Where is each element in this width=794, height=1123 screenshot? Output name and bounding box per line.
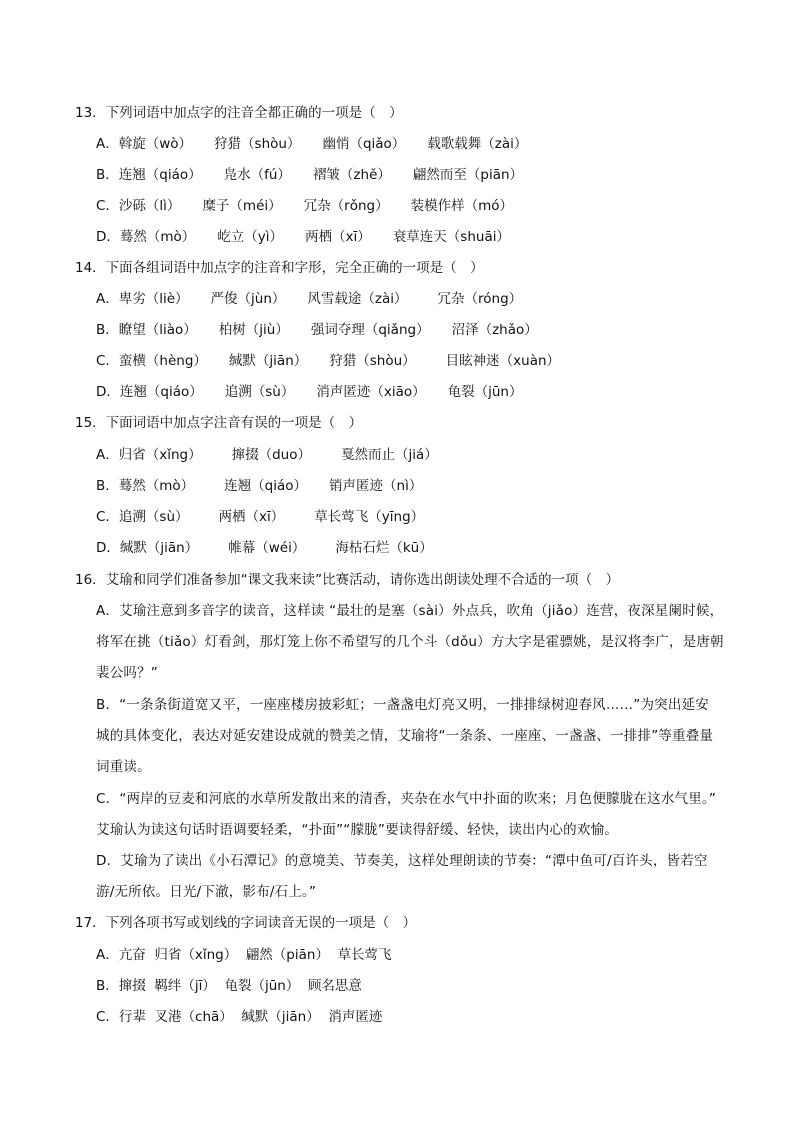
question-17-stem: 17．下列各项书写或划线的字词读音无误的一项是（ ） — [75, 915, 417, 931]
question-13-option-d: D．蓦然（mò） 屹立（yì） 两栖（xī） 衰草连天（shuāi） — [96, 229, 510, 245]
question-14-option-b: B．瞭望（liào） 柏树（jiù） 强词夺理（qiǎng） 沼泽（zhǎo） — [96, 322, 538, 338]
question-16-option-a-line-3: 裴公吗？” — [96, 665, 158, 681]
question-14-option-c: C．蛮横（hèng） 缄默（jiān） 狩猎（shòu） 目眩神迷（xuàn） — [96, 353, 561, 369]
question-15-option-b: B．蓦然（mò） 连翘（qiáo） 销声匿迹（nì） — [96, 478, 423, 494]
question-16-stem: 16．艾瑜和同学们准备参加“课文我来读”比赛活动，请你选出朗读处理不合适的一项（ ） — [75, 572, 620, 588]
question-14-stem: 14．下面各组词语中加点字的注音和字形，完全正确的一项是（ ） — [75, 260, 484, 276]
question-14-option-a: A．卑劣（liè） 严俊（jùn） 风雪载途（zài） 冗杂（róng） — [96, 291, 523, 307]
question-16-option-b-line-1: B．“一条条街道宽又平，一座座楼房披彩虹；一盏盏电灯亮又明，一排排绿树迎春风……”为突出延安 — [96, 697, 709, 713]
question-16-option-d-line-2: 游/无所依。日光/下澈，影布/石上。” — [96, 884, 317, 900]
question-13-option-a: A．斡旋（wò） 狩猎（shòu） 幽悄（qiǎo） 载歌载舞（zài） — [96, 136, 528, 152]
question-15-stem: 15．下面词语中加点字注音有误的一项是（ ） — [75, 415, 363, 431]
question-14-option-d: D．连翘（qiáo） 追溯（sù） 消声匿迹（xiāo） 龟裂（jūn） — [96, 384, 523, 400]
question-16-option-b-line-2: 城的具体变化，表达对延安建设成就的赞美之情，艾瑜将“一条条、一座座、一盏盏、一排排”等重叠量 — [96, 728, 714, 744]
question-15-option-a: A．归省（xǐng） 撺掇（duo） 戛然而止（jiá） — [96, 447, 438, 463]
question-13-option-c: C．沙砾（lì） 糜子（méi） 冗杂（rǒng） 装模作样（mó） — [96, 198, 514, 214]
question-16-option-c-line-1: C．“两岸的豆麦和河底的水草所发散出来的清香，夹杂在水气中扑面的吹来；月色便朦胧在这水气里。” — [96, 791, 717, 807]
question-17-option-a: A．亢奋 归省（xǐng） 翩然（piān） 草长莺飞 — [96, 947, 392, 963]
question-16-option-a-line-1: A．艾瑜注意到多音字的读音，这样读 “最壮的是塞（sài）外点兵，吹角（jiǎo）连营，夜深星阑时候， — [96, 603, 724, 619]
question-15-option-c: C．追溯（sù） 两栖（xī） 草长莺飞（yīng） — [96, 509, 425, 525]
question-13-stem: 13．下列词语中加点字的注音全都正确的一项是（ ） — [75, 105, 403, 121]
question-16-option-b-line-3: 词重读。 — [96, 759, 151, 775]
question-17-option-c: C．行辈 叉港（chā） 缄默（jiān） 消声匿迹 — [96, 1009, 383, 1025]
question-16-option-c-line-2: 艾瑜认为读这句话时语调要轻柔，“扑面”“朦胧”要读得舒缓、轻快，读出内心的欢愉。 — [96, 822, 618, 838]
question-13-option-b: B．连翘（qiáo） 凫水（fú） 褶皱（zhě） 翩然而至（piān） — [96, 167, 524, 183]
question-15-option-d: D．缄默（jiān） 帷幕（wéi） 海枯石烂（kū） — [96, 540, 433, 556]
question-17-option-b: B．撺掇 羁绊（jī） 龟裂（jūn） 顾名思意 — [96, 978, 362, 994]
question-16-option-a-line-2: 将军在挑（tiǎo）灯看剑，那灯笼上你不希望写的几个斗（dǒu）方大字是霍骠姚，是汉将李广，是唐朝 — [96, 634, 724, 650]
question-16-option-d-line-1: D．艾瑜为了读出《小石潭记》的意境美、节奏美，这样处理朗读的节奏：“潭中鱼可/百许头，皆若空 — [96, 853, 708, 869]
